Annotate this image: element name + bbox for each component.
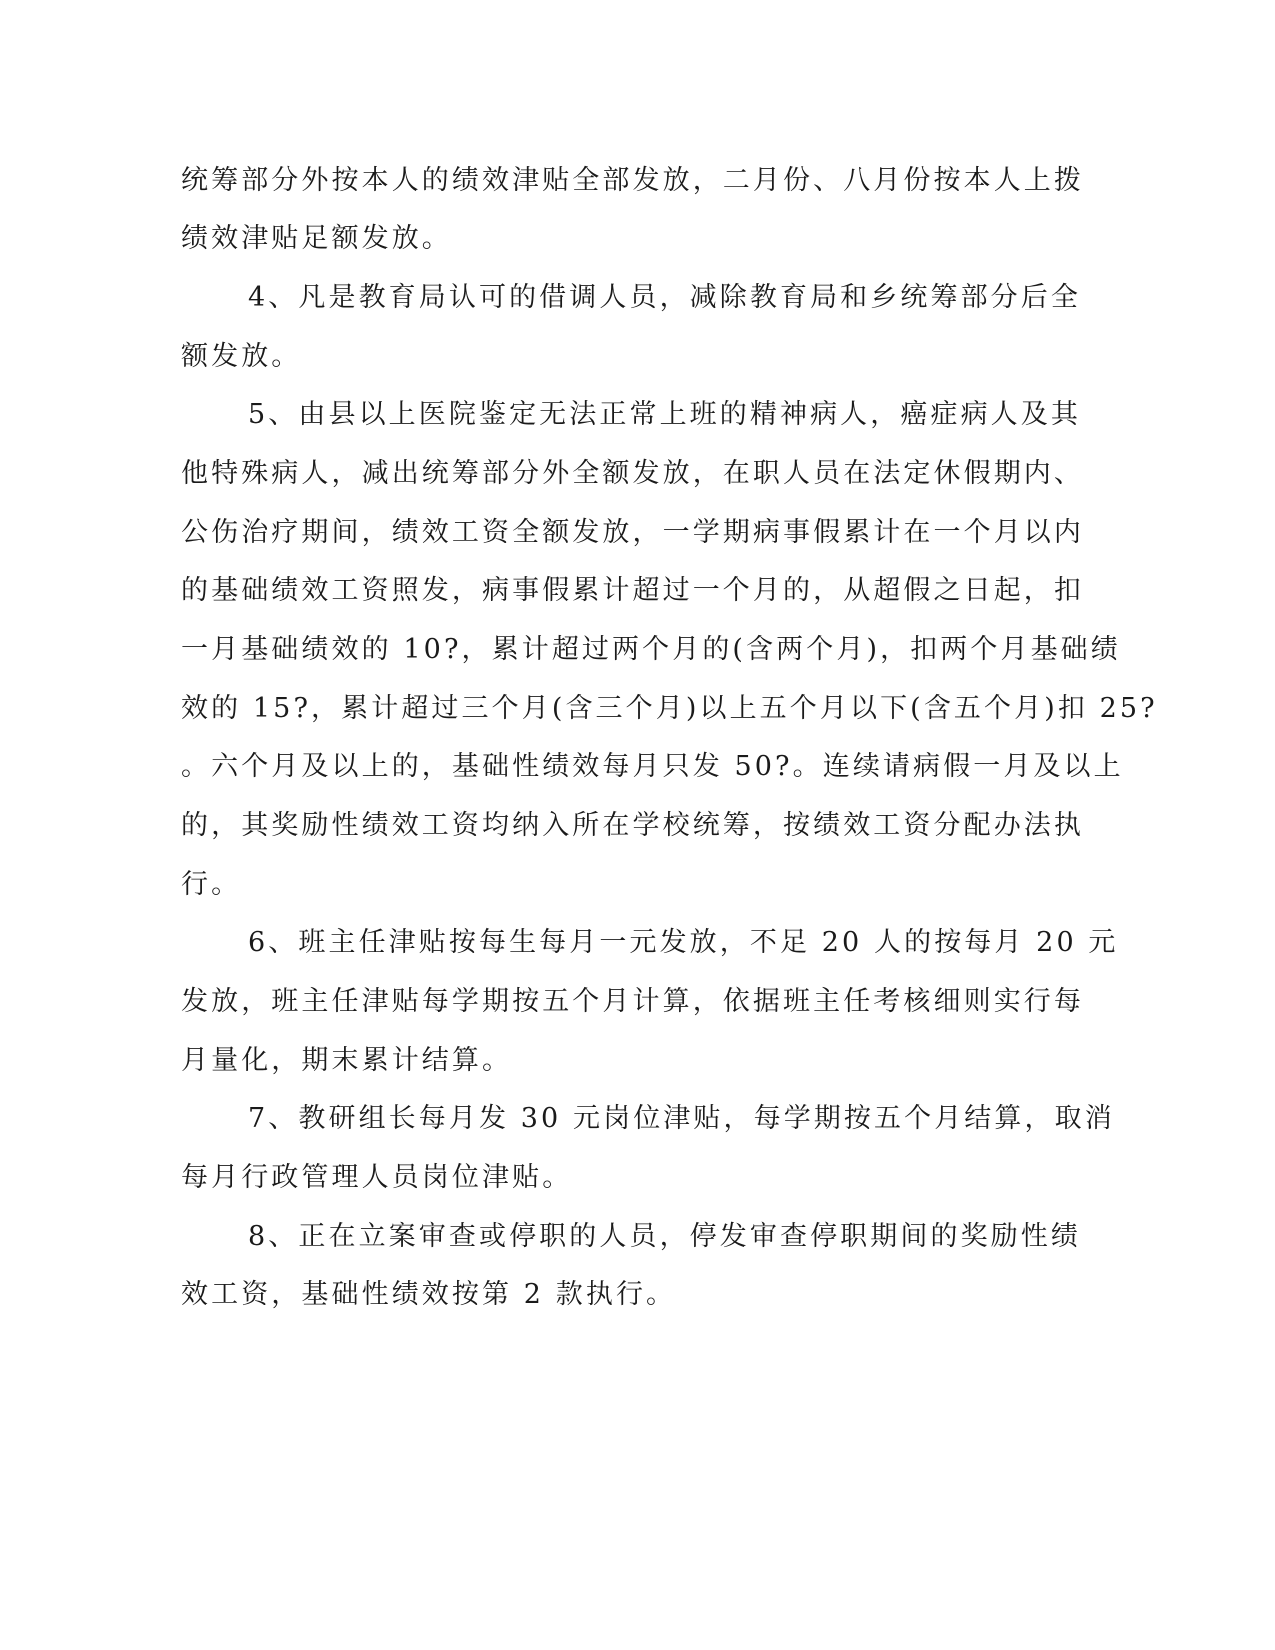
text-line: 发放，班主任津贴每学期按五个月计算，依据班主任考核细则实行每 <box>181 986 1084 1017</box>
text-line: 统筹部分外按本人的绩效津贴全部发放，二月份、八月份按本人上拨 <box>181 165 1084 196</box>
text-line: 绩效津贴足额发放。 <box>181 223 452 254</box>
text-line: 行。 <box>181 869 242 900</box>
paragraph-5-line: 5、由县以上医院鉴定无法正常上班的精神病人，癌症病人及其 <box>248 399 1081 430</box>
text-line: 公伤治疗期间，绩效工资全额发放，一学期病事假累计在一个月以内 <box>181 517 1084 548</box>
text-line: 月量化，期末累计结算。 <box>181 1045 513 1076</box>
text-line: 效的 15?，累计超过三个月(含三个月)以上五个月以下(含五个月)扣 25? <box>181 693 1158 724</box>
paragraph-6-line: 6、班主任津贴按每生每月一元发放，不足 20 人的按每月 20 元 <box>248 927 1119 958</box>
text-line: 。六个月及以上的，基础性绩效每月只发 50?。连续请病假一月及以上 <box>181 751 1124 782</box>
text-line: 一月基础绩效的 10?，累计超过两个月的(含两个月)，扣两个月基础绩 <box>181 634 1121 665</box>
text-line: 额发放。 <box>181 341 302 372</box>
paragraph-7-line: 7、教研组长每月发 30 元岗位津贴，每学期按五个月结算，取消 <box>248 1103 1115 1134</box>
text-line: 他特殊病人，减出统筹部分外全额发放，在职人员在法定休假期内、 <box>181 458 1084 489</box>
paragraph-4-line: 4、凡是教育局认可的借调人员，减除教育局和乡统筹部分后全 <box>248 282 1081 313</box>
paragraph-8-line: 8、正在立案审查或停职的人员，停发审查停职期间的奖励性绩 <box>248 1221 1081 1252</box>
text-line: 的基础绩效工资照发，病事假累计超过一个月的，从超假之日起，扣 <box>181 575 1084 606</box>
text-line: 的，其奖励性绩效工资均纳入所在学校统筹，按绩效工资分配办法执 <box>181 810 1084 841</box>
text-line: 效工资，基础性绩效按第 2 款执行。 <box>181 1279 677 1310</box>
text-line: 每月行政管理人员岗位津贴。 <box>181 1162 573 1193</box>
